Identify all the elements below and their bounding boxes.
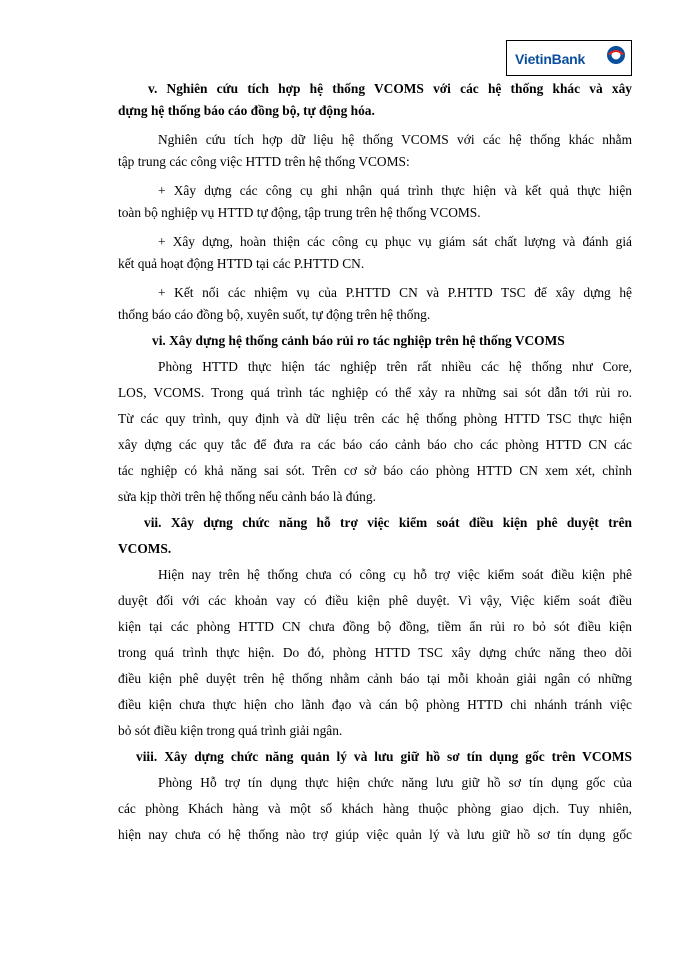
section-v-paragraph-line: + Xây dựng các công cụ ghi nhận quá trình thực hiện và kết quả thực hiện (158, 183, 632, 198)
section-vii-paragraph-line: bỏ sót điều kiện trong quá trình giải ngân. (118, 723, 343, 738)
section-vi-paragraph-line: Phòng HTTD thực hiện tác nghiệp trên rất nhiều các hệ thống như Core, (158, 359, 632, 374)
section-v-heading-line-1: v. Nghiên cứu tích hợp hệ thống VCOMS với các hệ thống khác và xây (148, 81, 632, 96)
section-vi-paragraph-line: sửa kịp thời trên hệ thống nếu cảnh báo là đúng. (118, 489, 376, 504)
section-vi-heading: vi. Xây dựng hệ thống cảnh báo rủi ro tác nghiệp trên hệ thống VCOMS (152, 333, 565, 348)
section-vii-paragraph-line: điều kiện chưa thực hiện cho lãnh đạo và cán bộ phòng HTTD chi nhánh tránh việc (118, 697, 632, 712)
logo-text: VietinBank (515, 51, 586, 67)
section-viii-paragraph-line: các phòng Khách hàng và một số khách hàng thuộc phòng giao dịch. Tuy nhiên, (118, 801, 632, 816)
section-viii-paragraph-line: Phòng Hỗ trợ tín dụng thực hiện chức năng lưu giữ hồ sơ tín dụng gốc của (158, 775, 632, 790)
section-vii-paragraph-line: trong quá trình thực hiện. Do đó, phòng HTTD TSC xây dựng chức năng theo dõi (118, 645, 632, 660)
section-viii-heading: viii. Xây dựng chức năng quản lý và lưu giữ hồ sơ tín dụng gốc trên VCOMS (136, 749, 632, 764)
section-vii-paragraph-line: kiện tại các phòng HTTD CN chưa đồng bộ đồng, tiềm ẩn rủi ro bỏ sót điều kiện (118, 619, 632, 634)
section-vii-heading-line-2: VCOMS. (118, 541, 172, 556)
vietinbank-logo-mark-icon (605, 44, 627, 66)
section-vi-paragraph-line: LOS, VCOMS. Trong quá trình tác nghiệp có thể xảy ra những sai sót dẫn tới rủi ro. (118, 385, 632, 400)
section-v-heading-line-2: dựng hệ thống báo cáo đồng bộ, tự động hóa. (118, 103, 375, 118)
vietinbank-logo (506, 40, 632, 76)
section-v-paragraph-line: + Xây dựng, hoàn thiện các công cụ phục vụ giám sát chất lượng và đánh giá (158, 234, 632, 249)
section-v-paragraph-line: thống báo cáo đồng bộ, xuyên suốt, tự động trên hệ thống. (118, 307, 431, 322)
section-v-paragraph-line: kết quả hoạt động HTTD tại các P.HTTD CN. (118, 256, 365, 271)
section-vi-paragraph-line: tác nghiệp có khả năng sai sót. Trên cơ sở báo cáo phòng HTTD CN xem xét, chỉnh (118, 463, 632, 478)
document-body (118, 78, 632, 846)
section-v-paragraph-line: + Kết nối các nhiệm vụ của P.HTTD CN và P.HTTD TSC để xây dựng hệ (158, 285, 632, 300)
section-vii-paragraph-line: điều kiện phê duyệt trên hệ thống nhằm cảnh báo tại mỗi khoản giải ngân có những (118, 671, 632, 686)
section-v-paragraph-line: Nghiên cứu tích hợp dữ liệu hệ thống VCOMS với các hệ thống khác nhằm (158, 132, 632, 147)
section-viii-paragraph-line: hiện nay chưa có hệ thống nào trợ giúp việc quản lý và lưu giữ hồ sơ tín dụng gốc (118, 827, 632, 842)
section-vii-paragraph-line: Hiện nay trên hệ thống chưa có công cụ hỗ trợ việc kiểm soát điều kiện phê (158, 567, 632, 582)
section-v-paragraph-line: tập trung các công việc HTTD trên hệ thống VCOMS: (118, 154, 410, 169)
section-v-paragraph-line: toàn bộ nghiệp vụ HTTD tự động, tập trung trên hệ thống VCOMS. (118, 205, 481, 220)
section-vi-paragraph-line: Từ các quy trình, quy định và dữ liệu trên các hệ thống phòng HTTD TSC thực hiện (118, 411, 632, 426)
section-vii-heading-line-1: vii. Xây dựng chức năng hỗ trợ việc kiểm soát điều kiện phê duyệt trên (144, 515, 632, 530)
section-vii-paragraph-line: duyệt đối với các khoản vay có điều kiện phê duyệt. Vì vậy, Việc kiểm soát điều (118, 593, 632, 608)
section-vi-paragraph-line: xây dựng các quy tắc để đưa ra các báo cáo cảnh báo cho các phòng HTTD CN các (118, 437, 632, 452)
